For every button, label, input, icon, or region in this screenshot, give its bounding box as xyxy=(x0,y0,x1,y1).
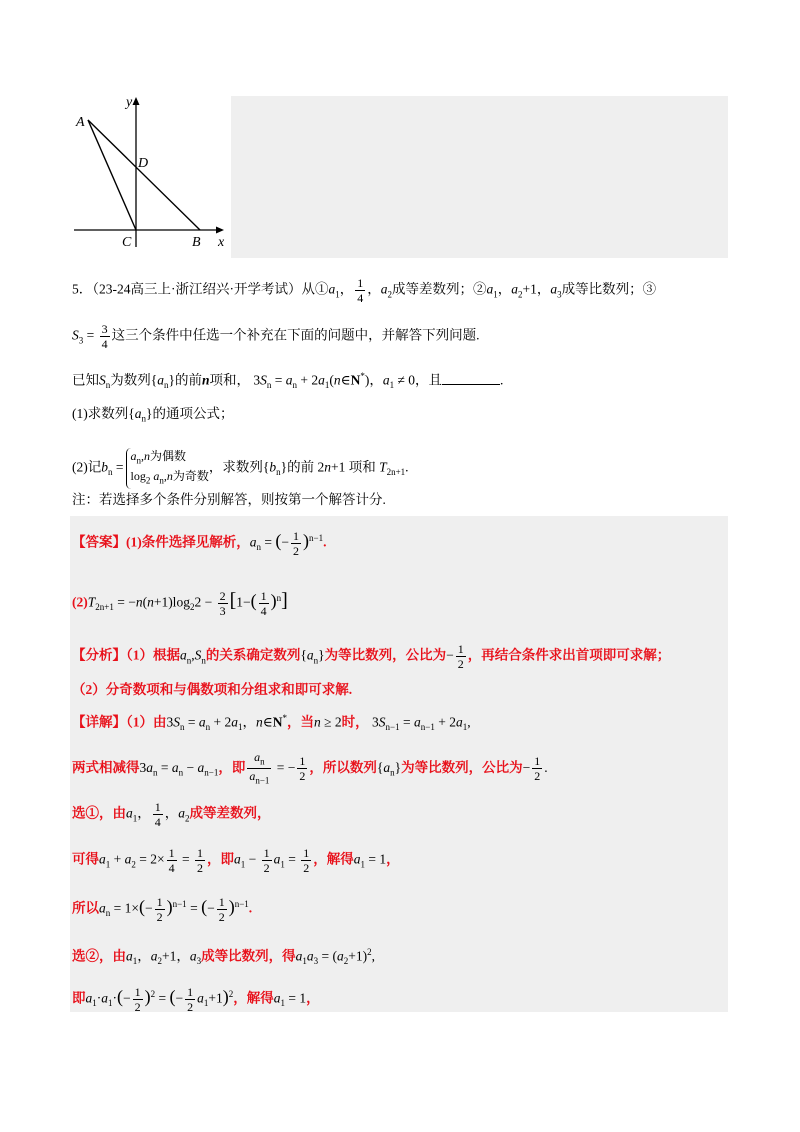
label-d: D xyxy=(138,156,149,171)
choice1-line-1: 选①，由$a_1$， $\frac{1}{4}$ ，$a_2$成等差数列， xyxy=(72,800,271,829)
choice2-line-1: 选②，由$a_1$，$a_2+1$，$a_3$成等比数列，得$a_1a_3 = (a_2+1)^2$, xyxy=(72,947,375,967)
answer-line-2: $(2)T_{2n+1} = -n(n+1)\log_22$ − $\frac{2}{3}$ [1−( $\frac{1}{4}$ )$^n$] xyxy=(72,588,288,618)
problem-line-2: $S_3$ = $\frac{3}{4}$ 这三个条件中任选一个补充在下面的问题中，并解答下列问题. xyxy=(72,322,480,351)
label-b: B xyxy=(192,235,201,250)
label-c: C xyxy=(122,235,132,250)
label-a: A xyxy=(76,115,85,130)
problem-note: 注：若选择多个条件分别解答，则按第一个解答计分. xyxy=(72,492,386,507)
problem-q1: (1)求数列$\{a_n\}$的通项公式； xyxy=(72,406,234,424)
label-y: y xyxy=(126,95,133,110)
choice2-line-2: 即$a_1\cdot a_1\cdot(-$ $\frac{1}{2}$ )$^2$ = (− $\frac{1}{2}$ $a_1+1)^2$，解得$a_1 = 1$， xyxy=(72,984,320,1014)
x-axis-arrow xyxy=(216,227,224,234)
detail-line-2: 两式相减得$3a_n = a_n - a_{n-1}$，即 $\frac{a_n}{a_{n-1}}$ = − $\frac{1}{2}$ ，所以数列$\{a_n\}$为等比数列，公比为− $\frac{1}{2}$ . xyxy=(72,750,548,786)
figure-answer-area xyxy=(231,96,728,258)
segment-ab xyxy=(88,120,200,230)
answer-blank[interactable] xyxy=(442,372,500,385)
detail-line-1: 【详解】（1）由$3S_n = a_n + 2a_1$，n∈N*，当n ≥ 2时， $3S_{n-1} = a_{n-1} + 2a_1$, xyxy=(72,713,471,733)
y-axis-arrow xyxy=(133,97,140,105)
segment-ac xyxy=(88,120,136,230)
analysis-line-2: （2）分奇数项和与偶数项和分组求和即可求解. xyxy=(72,682,353,697)
problem-q2: (2)记$b_n =a_n,n$为偶数 $\log_2 a_n,n$为奇数，求数列$\{b_n\}$的前 2n+1 项和 $T_{2n+1}$. xyxy=(72,448,409,489)
problem-line-1: 5．（23-24高三上·浙江绍兴·开学考试）从$①a_1$， $\frac{1}{4}$ ，$a_2$成等差数列；$②a_1$，$a_2+1$，$a_3$成等比数列；③ xyxy=(72,276,657,305)
answer-line-1: 【答案】(1)条件选择见解析，$a_n$ = (− $\frac{1}{2}$ )$^{n-1}$. xyxy=(72,528,327,558)
choice1-line-2: 可得$a_1 + a_2 = 2\times$ $\frac{1}{4}$ = $\frac{1}{2}$ ，即$a_1$ − $\frac{1}{2}$ $a_1$ = $\frac{1}{2}$ ，解得$a_1 = 1$， xyxy=(72,846,400,875)
analysis-line-1: 【分析】（1）根据$a_n,S_n$的关系确定数列$\{a_n\}$为等比数列，公比为− $\frac{1}{2}$ ，再结合条件求出首项即可求解； xyxy=(72,642,671,671)
label-x: x xyxy=(218,235,225,250)
problem-line-3: 已知$S_n$为数列$\{a_n\}$的前n项和， $3S_n = a_n$ + $2a_1(n\in N^*)$，$a_1 \ne 0$，且 . xyxy=(72,371,504,391)
choice1-line-3: 所以$a_n = 1\times(-$ $\frac{1}{2}$ )$^{n-1}$ = (− $\frac{1}{2}$ )$^{n-1}$. xyxy=(72,894,253,924)
coordinate-figure xyxy=(70,92,230,254)
